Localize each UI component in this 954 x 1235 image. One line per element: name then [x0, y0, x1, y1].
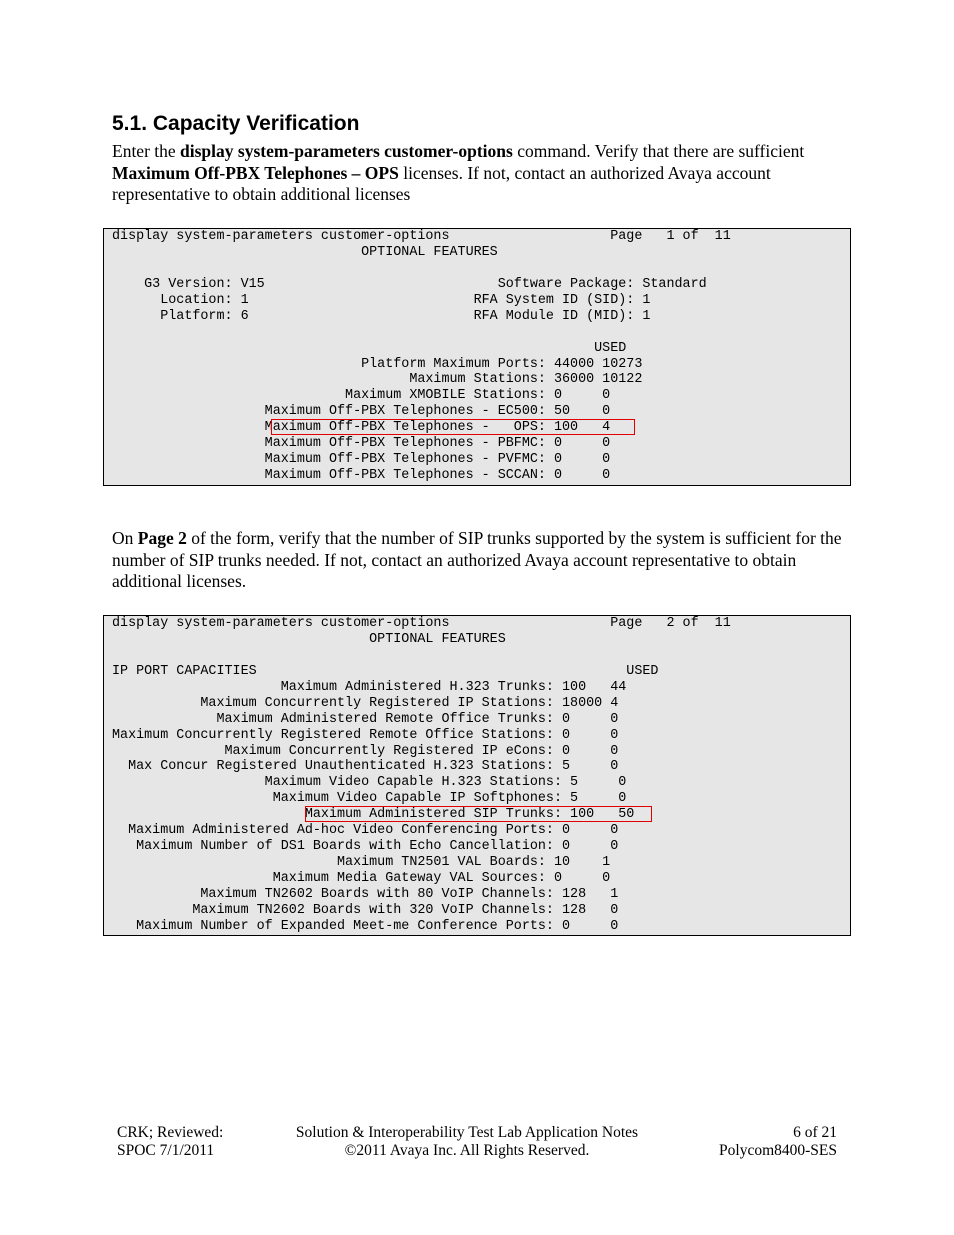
footer-date: SPOC 7/1/2011	[117, 1142, 215, 1159]
screen2-line: display system-parameters customer-options Page 2 of 11	[112, 616, 731, 631]
screen1-line: OPTIONAL FEATURES	[112, 244, 498, 260]
footer-doc-title: Solution & Interoperability Test Lab Application Notes	[295, 1124, 639, 1141]
para1-text-3: licenses. If not, contact an authorized Avaya account representative to obtain additional licenses	[112, 162, 771, 204]
screen1-ops-text: Maximum Off-PBX Telephones - OPS: 100 4	[112, 420, 611, 436]
para1-text-2: command. Verify that there are sufficient	[512, 141, 805, 161]
screen1-line: Maximum Off-PBX Telephones - EC500: 50 0	[112, 404, 611, 420]
terminal-screen-page-2	[103, 615, 851, 936]
para2-page-ref: Page 2	[137, 528, 187, 548]
sip-highlight-box	[306, 807, 651, 821]
terminal-screen-page-1	[103, 228, 851, 486]
screen2-line: Maximum Concurrently Registered IP eCons: 0 0	[112, 743, 619, 759]
ops-highlight-box	[272, 420, 634, 434]
screen1-line: Maximum Off-PBX Telephones - PBFMC: 0 0	[112, 436, 611, 452]
para2-text-2: of the form, verify that the number of SIP trunks supported by the system is sufficient for the number of SIP trunks needed. If not, contact an authorized Avaya account representative to obtain additional licenses.	[112, 528, 842, 591]
screen2-sip-text: Maximum Administered SIP Trunks: 100 50	[112, 807, 635, 823]
page2-paragraph	[112, 528, 852, 593]
screen1-line: Maximum Off-PBX Telephones - PVFMC: 0 0	[112, 452, 611, 468]
screen2-line: Maximum Number of DS1 Boards with Echo Cancellation: 0 0	[112, 839, 619, 855]
screen1-line: Location: 1 RFA System ID (SID): 1	[112, 292, 651, 308]
screen2-line: Maximum Administered Remote Office Trunks: 0 0	[112, 711, 619, 727]
screen2-line: Maximum Video Capable H.323 Stations: 5 0	[112, 775, 627, 791]
screen1-line	[112, 261, 850, 277]
para1-license-name: Maximum Off-PBX Telephones – OPS	[112, 162, 399, 183]
screen1-line-ops-highlight	[112, 420, 850, 436]
footer-right	[700, 1124, 837, 1160]
screen1-line: display system-parameters customer-options Page 1 of 11	[112, 229, 731, 244]
screen2-line: Maximum Administered H.323 Trunks: 100 44	[112, 679, 627, 695]
screen1-line: Maximum Off-PBX Telephones - SCCAN: 0 0	[112, 468, 611, 484]
screen2-line: Max Concur Registered Unauthenticated H.323 Stations: 5 0	[112, 759, 619, 775]
screen1-line: G3 Version: V15 Software Package: Standard	[112, 276, 707, 292]
section-number: 5.1.	[112, 112, 148, 135]
screen2-line: Maximum Administered Ad-hoc Video Conferencing Ports: 0 0	[112, 823, 619, 839]
screen2-line-sip-highlight	[112, 807, 850, 823]
screen1-line: Platform Maximum Ports: 44000 10273	[112, 356, 643, 372]
section-title	[112, 112, 359, 136]
para1-command: display system-parameters customer-options	[180, 141, 513, 161]
screen1-line: Platform: 6 RFA Module ID (MID): 1	[112, 308, 651, 324]
para2-text-1: On	[112, 528, 138, 548]
screen2-line: Maximum Media Gateway VAL Sources: 0 0	[112, 871, 611, 886]
screen2-line: Maximum TN2501 VAL Boards: 10 1	[112, 855, 611, 871]
screen2-line: Maximum Concurrently Registered IP Stations: 18000 4	[112, 695, 619, 711]
screen2-line: Maximum Number of Expanded Meet-me Conference Ports: 0 0	[112, 918, 619, 934]
section-title-text: Capacity Verification	[152, 112, 360, 135]
footer-page-number: 6 of 21	[793, 1124, 837, 1141]
screen2-line: Maximum Video Capable IP Softphones: 5 0	[112, 791, 627, 807]
screen2-line: Maximum TN2602 Boards with 80 VoIP Channels: 128 1	[112, 886, 619, 902]
screen2-line: IP PORT CAPACITIES USED	[112, 663, 659, 679]
screen2-line: OPTIONAL FEATURES	[112, 631, 506, 647]
screen1-line: Maximum Stations: 36000 10122	[112, 372, 643, 388]
para1-text-1: Enter the	[112, 141, 181, 161]
footer-left	[117, 1124, 223, 1160]
footer-copyright: ©2011 Avaya Inc. All Rights Reserved.	[344, 1142, 590, 1159]
screen1-line	[112, 325, 850, 341]
screen1-line: USED	[112, 340, 627, 356]
screen2-line: Maximum Concurrently Registered Remote Office Stations: 0 0	[112, 727, 619, 743]
footer-center	[260, 1124, 674, 1160]
intro-paragraph	[112, 141, 852, 206]
footer-reviewer: CRK; Reviewed:	[117, 1124, 224, 1141]
screen1-line: Maximum XMOBILE Stations: 0 0	[112, 388, 611, 404]
screen2-line: Maximum TN2602 Boards with 320 VoIP Channels: 128 0	[112, 902, 619, 918]
footer-doc-id: Polycom8400-SES	[719, 1142, 837, 1159]
screen2-line	[112, 648, 850, 664]
